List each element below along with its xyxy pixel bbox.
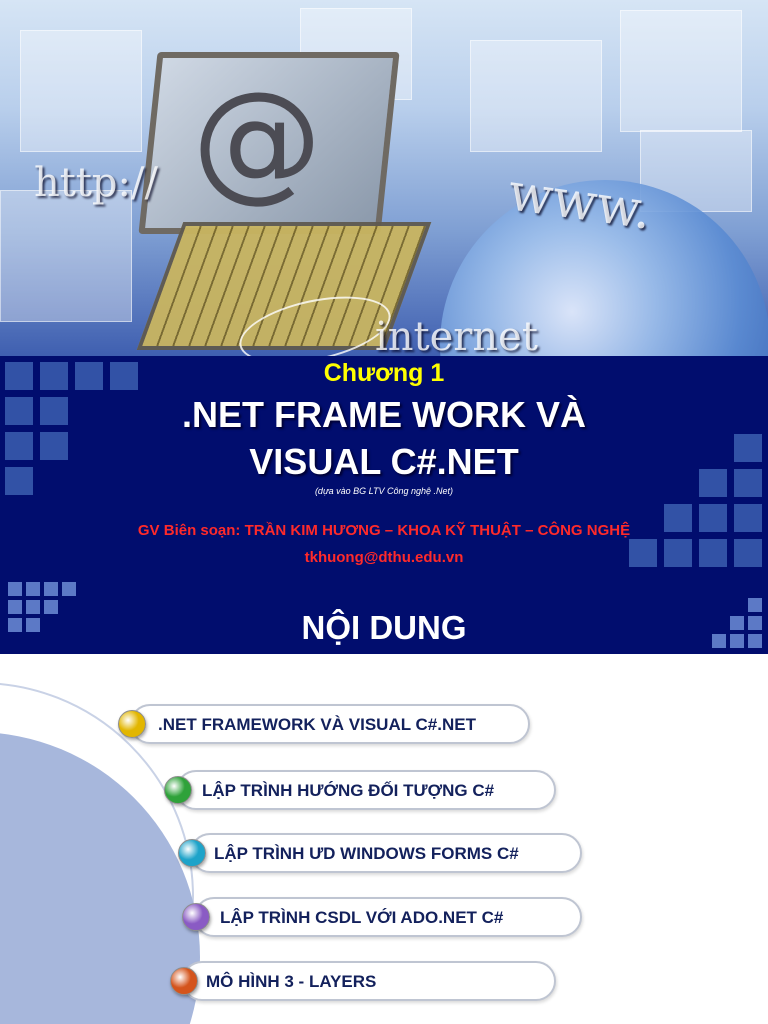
source-note: (dựa vào BG LTV Công nghệ .Net): [314, 486, 454, 496]
menu-item-label: .NET FRAMEWORK VÀ VISUAL C#.NET: [158, 715, 476, 734]
banner-internet-text: internet: [375, 314, 538, 356]
author-line: GV Biên soạn: TRẦN KIM HƯƠNG – KHOA KỸ THUẬT – CÔNG NGHỆ: [137, 522, 631, 539]
header-banner-image: [0, 0, 768, 356]
menu-item-label: LẬP TRÌNH HƯỚNG ĐỐI TƯỢNG C#: [202, 781, 495, 800]
contents-slide: [0, 654, 768, 1024]
menu-item-label: LẬP TRÌNH ƯD WINDOWS FORMS C#: [214, 844, 519, 863]
title-line-2: VISUAL C#.NET: [249, 441, 519, 482]
menu-item-net-framework[interactable]: [130, 704, 530, 744]
banner-tile: [0, 190, 132, 322]
bullet-icon: [118, 710, 146, 738]
menu-item-label: LẬP TRÌNH CSDL VỚI ADO.NET C#: [220, 908, 504, 927]
banner-tile: [470, 40, 602, 152]
title-text-area: [0, 356, 768, 654]
banner-http-text: http://: [34, 160, 158, 206]
menu-item-windows-forms[interactable]: [190, 833, 582, 873]
content-heading: NỘI DUNG: [301, 609, 467, 646]
menu-item-ado-net[interactable]: [194, 897, 582, 937]
email-line: tkhuong@dthu.edu.vn: [304, 549, 464, 566]
title-line-1: .NET FRAME WORK VÀ: [182, 394, 586, 435]
bullet-icon: [178, 839, 206, 867]
menu-item-oop-csharp[interactable]: [176, 770, 556, 810]
banner-tile: [620, 10, 742, 132]
menu-item-label: MÔ HÌNH 3 - LAYERS: [206, 972, 377, 991]
at-symbol-icon: @: [192, 63, 322, 215]
banner-www-text: www.: [504, 162, 656, 242]
banner-tile: [20, 30, 142, 152]
bullet-icon: [164, 776, 192, 804]
chapter-label: Chương 1: [323, 359, 445, 387]
bullet-icon: [182, 903, 210, 931]
bullet-icon: [170, 967, 198, 995]
menu-item-3-layers[interactable]: [182, 961, 556, 1001]
